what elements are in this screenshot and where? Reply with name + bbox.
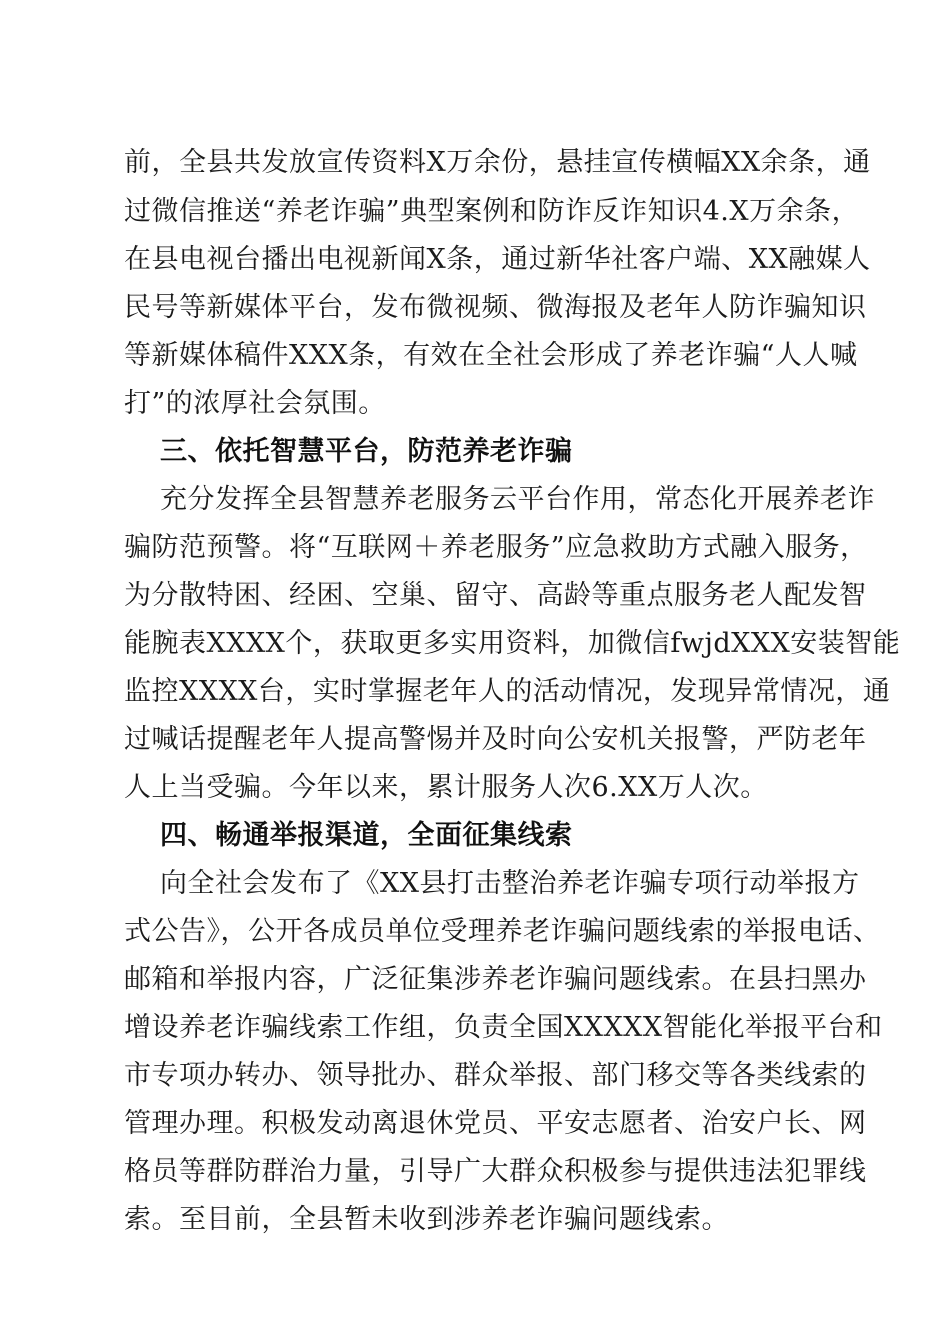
paragraph2-line-2: 骗防范预警。将“互联网＋养老服务”应急救助方式融入服务， (124, 532, 868, 563)
paragraph2-line-1: 充分发挥全县智慧养老服务云平台作用，常态化开展养老诈 (160, 484, 875, 515)
paragraph3-line-5: 市专项办转办、领导批办、群众举报、部门移交等各类线索的 (124, 1060, 867, 1091)
paragraph1-line-1: 前，全县共发放宣传资料X万余份，悬挂宣传横幅XX余条，通 (124, 147, 871, 178)
paragraph2-line-3: 为分散特困、经困、空巢、留守、高龄等重点服务老人配发智 (124, 580, 867, 611)
paragraph2-line-5: 监控XXXX台，实时掌握老年人的活动情况，发现异常情况，通 (124, 676, 891, 707)
section-heading-3: 三、依托智慧平台，防范养老诈骗 (160, 436, 573, 467)
paragraph3-line-6: 管理办理。积极发动离退休党员、平安志愿者、治安户长、网 (124, 1108, 867, 1139)
paragraph1-line-2: 过微信推送“养老诈骗”典型案例和防诈反诈知识4.X万余条， (124, 196, 860, 227)
paragraph1-line-5: 等新媒体稿件XXX条，有效在全社会形成了养老诈骗“人人喊 (124, 340, 858, 371)
paragraph3-line-1: 向全社会发布了《XX县打击整治养老诈骗专项行动举报方 (160, 868, 860, 899)
paragraph3-line-7: 格员等群防群治力量，引导广大群众积极参与提供违法犯罪线 (124, 1156, 867, 1187)
paragraph3-line-8: 索。至目前，全县暂未收到涉养老诈骗问题线索。 (124, 1204, 729, 1235)
paragraph2-line-7: 人上当受骗。今年以来，累计服务人次6.XX万人次。 (124, 772, 768, 803)
paragraph1-line-3: 在县电视台播出电视新闻X条，通过新华社客户端、XX融媒人 (124, 244, 871, 275)
paragraph3-line-4: 增设养老诈骗线索工作组，负责全国XXXXX智能化举报平台和 (124, 1012, 883, 1043)
paragraph2-line-4: 能腕表XXXX个，获取更多实用资料，加微信fwjdXXX安装智能 (124, 628, 901, 659)
paragraph3-line-2: 式公告》，公开各成员单位受理养老诈骗问题线索的举报电话、 (124, 916, 881, 947)
section-heading-4: 四、畅通举报渠道，全面征集线索 (160, 820, 573, 851)
paragraph1-line-6: 打”的浓厚社会氛围。 (124, 388, 386, 419)
paragraph1-line-4: 民号等新媒体平台，发布微视频、微海报及老年人防诈骗知识 (124, 292, 867, 323)
paragraph2-line-6: 过喊话提醒老年人提高警惕并及时向公安机关报警，严防老年 (124, 724, 867, 755)
paragraph3-line-3: 邮箱和举报内容，广泛征集涉养老诈骗问题线索。在县扫黑办 (124, 964, 867, 995)
